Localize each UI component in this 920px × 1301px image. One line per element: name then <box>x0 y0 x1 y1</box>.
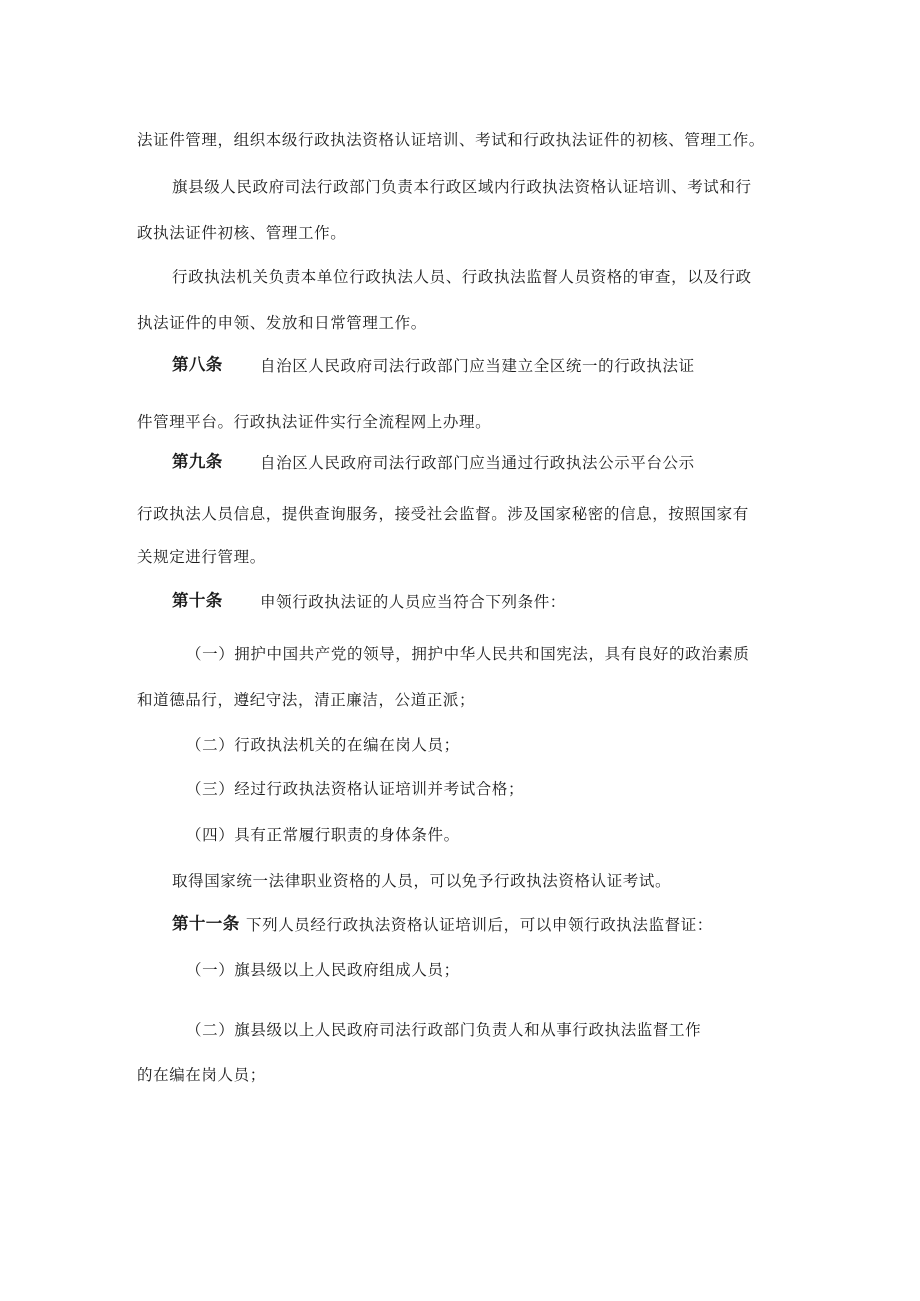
text-line: 下列人员经行政执法资格认证培训后，可以申领行政执法监督证： <box>246 916 713 934</box>
text-line: 旗县级人民政府司法行政部门负责本行政区域内行政执法资格认证培训、考试和行 <box>172 178 752 196</box>
text-line: 申领行政执法证的人员应当符合下列条件： <box>260 593 566 611</box>
text-line: 自治区人民政府司法行政部门应当通过行政执法公示平台公示 <box>260 454 695 472</box>
text-line: （一）旗县级以上人民政府组成人员； <box>186 961 460 979</box>
text-line: （四）具有正常履行职责的身体条件。 <box>186 826 460 844</box>
text-line: 法证件管理，组织本级行政执法资格认证培训、考试和行政执法证件的初核、管理工作。 <box>137 131 765 149</box>
text-line: 行政执法人员信息，提供查询服务，接受社会监督。涉及国家秘密的信息，按照国家有 <box>137 505 749 523</box>
text-line: 和道德品行，遵纪守法，清正廉洁，公道正派； <box>137 691 476 709</box>
text-line: （二）行政执法机关的在编在岗人员； <box>186 736 460 754</box>
text-line: （一）拥护中国共产党的领导，拥护中华人民共和国宪法，具有良好的政治素质 <box>186 645 750 663</box>
article-title: 第十一条 <box>172 914 240 933</box>
text-line: 的在编在岗人员； <box>137 1066 266 1084</box>
text-line: 执法证件的申领、发放和日常管理工作。 <box>137 314 427 332</box>
article-title: 第十条 <box>172 591 223 610</box>
article-title: 第八条 <box>172 355 223 374</box>
text-line: 自治区人民政府司法行政部门应当建立全区统一的行政执法证 <box>260 357 695 375</box>
text-line: （二）旗县级以上人民政府司法行政部门负责人和从事行政执法监督工作 <box>186 1021 702 1039</box>
text-line: （三）经过行政执法资格认证培训并考试合格； <box>186 780 525 798</box>
text-line: 行政执法机关负责本单位行政执法人员、行政执法监督人员资格的审查，以及行政 <box>172 268 752 286</box>
article-title: 第九条 <box>172 452 223 471</box>
text-line: 件管理平台。行政执法证件实行全流程网上办理。 <box>137 413 492 431</box>
text-line: 取得国家统一法律职业资格的人员，可以免予行政执法资格认证考试。 <box>172 872 672 890</box>
text-line: 关规定进行管理。 <box>137 548 266 566</box>
text-line: 政执法证件初核、管理工作。 <box>137 224 347 242</box>
